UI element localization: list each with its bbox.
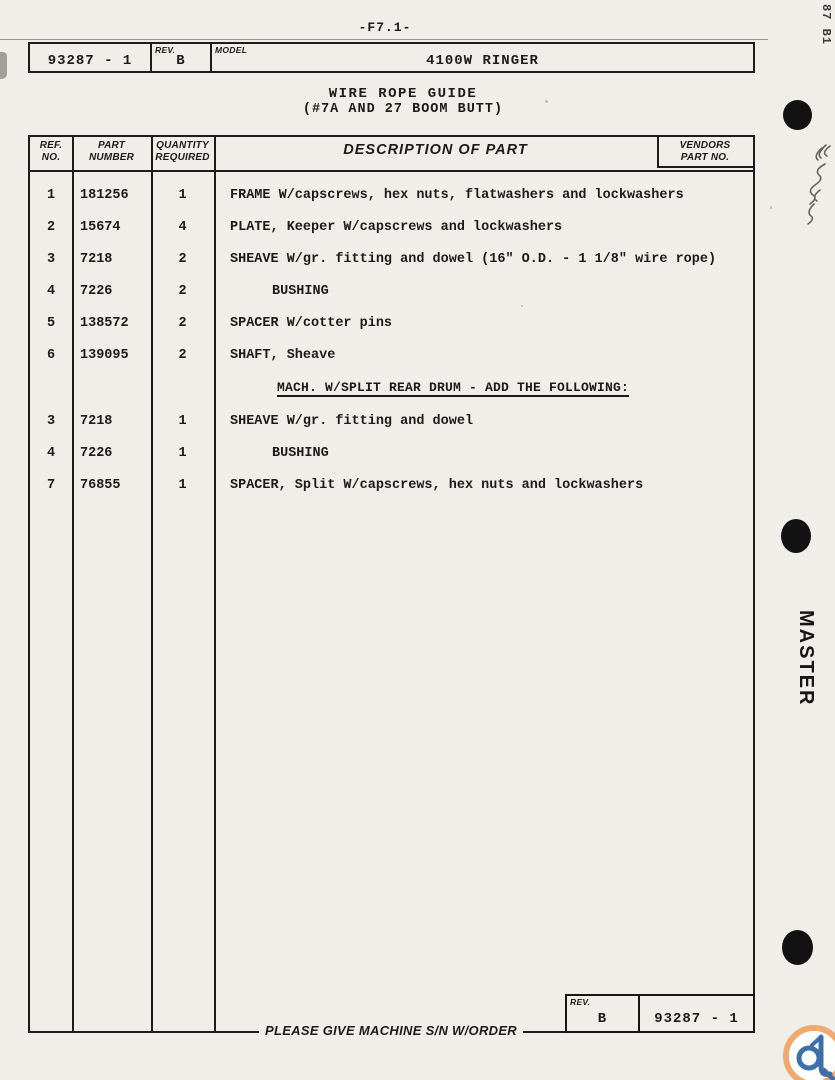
part-number: 138572 (80, 316, 129, 331)
doc-number: 93287 - 1 (47, 53, 133, 69)
table-row (30, 188, 753, 205)
footer-rev-value: B (597, 1011, 608, 1027)
revision-cell (152, 44, 212, 71)
description: SHAFT, Sheave (230, 348, 336, 363)
quantity: 4 (178, 220, 187, 235)
footer-rev-cell (567, 996, 640, 1031)
quantity: 2 (178, 316, 187, 331)
page-title: WIRE ROPE GUIDE (328, 86, 478, 102)
header-divider (30, 170, 753, 172)
master-stamp: MASTER (795, 610, 817, 707)
ref-no: 6 (46, 348, 56, 363)
description: SPACER W/cotter pins (230, 316, 393, 331)
footer-doc-cell (640, 996, 753, 1031)
model-label: MODEL (215, 45, 248, 55)
footer-doc-number: 93287 - 1 (654, 1011, 739, 1027)
scan-speck (770, 206, 772, 209)
ref-no: 4 (46, 446, 56, 461)
scan-smudge (0, 52, 7, 79)
section-header: MACH. W/SPLIT REAR DRUM - ADD THE FOLLOWING: (277, 380, 630, 395)
model-cell (212, 44, 753, 71)
description: BUSHING (272, 284, 329, 299)
description: PLATE, Keeper W/capscrews and lockwashers (230, 220, 563, 235)
column-divider (72, 137, 74, 1031)
ref-no: 2 (46, 220, 56, 235)
quantity: 2 (178, 252, 187, 267)
column-divider (151, 137, 153, 1031)
column-header-part-number: PART NUMBER (88, 140, 135, 163)
description: SHEAVE W/gr. fitting and dowel (230, 414, 474, 429)
scan-speck (545, 100, 548, 103)
punch-hole-mark (781, 519, 811, 553)
table-row (30, 348, 753, 365)
page-subtitle: (#7A AND 27 BOOM BUTT) (302, 102, 504, 117)
title-block (28, 42, 755, 73)
part-number: 7218 (80, 414, 113, 429)
rev-value: B (176, 53, 186, 69)
part-number: 7226 (80, 446, 113, 461)
doc-number-cell (30, 44, 152, 71)
part-number: 7218 (80, 252, 113, 267)
table-row (30, 446, 753, 463)
model-value: 4100W RINGER (426, 53, 539, 69)
ref-no: 3 (46, 414, 56, 429)
quantity: 1 (178, 414, 187, 429)
part-number: 181256 (80, 188, 129, 203)
table-row (30, 316, 753, 333)
quantity: 1 (178, 446, 187, 461)
description: FRAME W/capscrews, hex nuts, flatwashers and lockwashers (230, 188, 684, 203)
ref-no: 1 (46, 188, 56, 203)
site-watermark-logo (783, 1025, 835, 1080)
column-header-quantity: QUANTITY REQUIRED (155, 140, 210, 163)
table-row (30, 220, 753, 237)
column-divider (214, 137, 216, 1031)
column-header-description: DESCRIPTION OF PART (343, 142, 528, 158)
handwritten-note (800, 142, 835, 227)
page-reference: -F7.1- (358, 20, 412, 35)
column-header-vendors: VENDORS PART NO. (679, 140, 731, 163)
quantity: 1 (178, 478, 187, 493)
part-number: 7226 (80, 284, 113, 299)
quantity: 2 (178, 348, 187, 363)
description: BUSHING (272, 446, 329, 461)
table-row (30, 478, 753, 495)
table-row (30, 414, 753, 431)
ref-no: 7 (46, 478, 56, 493)
ref-no: 5 (46, 316, 56, 331)
table-row (30, 284, 753, 301)
part-number: 76855 (80, 478, 121, 493)
ref-no: 4 (46, 284, 56, 299)
column-header-ref: REF. NO. (39, 140, 63, 163)
rev-label: REV. (155, 45, 176, 55)
ref-no: 3 (46, 252, 56, 267)
punch-hole-mark (782, 930, 813, 965)
margin-code: 87 B1 (819, 4, 833, 46)
description: SHEAVE W/gr. fitting and dowel (16" O.D. - 1 1/8" wire rope) (230, 252, 717, 267)
footer-rev-label: REV. (570, 997, 591, 1007)
scan-line-artifact (0, 39, 768, 40)
parts-table (28, 135, 755, 1033)
part-number: 15674 (80, 220, 121, 235)
scan-speck (521, 305, 523, 307)
footer-rev-block (565, 994, 755, 1033)
quantity: 1 (178, 188, 187, 203)
part-number: 139095 (80, 348, 129, 363)
punch-hole-mark (783, 100, 812, 130)
table-row (30, 252, 753, 269)
quantity: 2 (178, 284, 187, 299)
description: SPACER, Split W/capscrews, hex nuts and lockwashers (230, 478, 644, 493)
footer-note: PLEASE GIVE MACHINE S/N W/ORDER (259, 1021, 523, 1040)
